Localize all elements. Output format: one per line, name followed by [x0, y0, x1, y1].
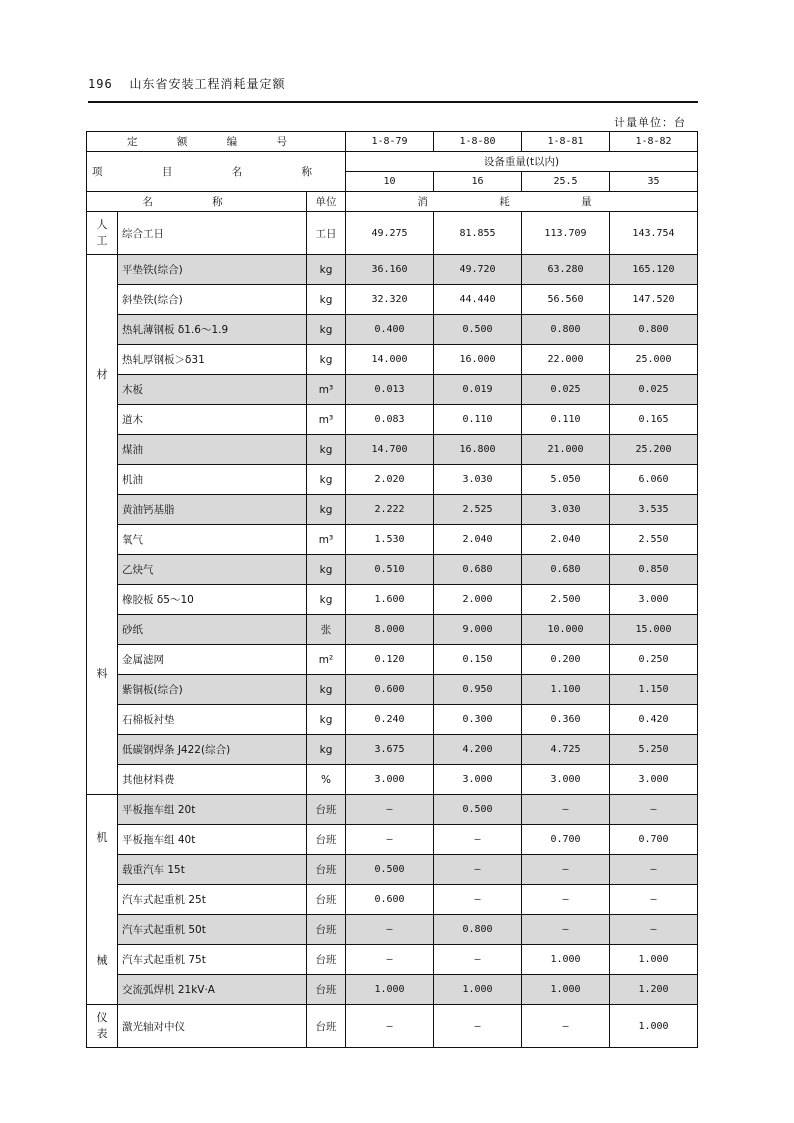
item-value: 6.060	[610, 465, 698, 495]
item-value: 2.020	[346, 465, 434, 495]
table-row	[87, 705, 698, 735]
item-value: —	[610, 915, 698, 945]
quota-code: 1-8-80	[434, 132, 522, 152]
item-value: —	[434, 825, 522, 855]
item-value: 0.680	[522, 555, 610, 585]
table-row	[87, 375, 698, 405]
table-row	[87, 855, 698, 885]
item-unit: 台班	[307, 945, 346, 975]
project-label: 项 目 名 称	[87, 152, 346, 192]
item-value: 22.000	[522, 345, 610, 375]
item-value: —	[434, 945, 522, 975]
item-value: 3.030	[434, 465, 522, 495]
item-name: 平垫铁(综合)	[118, 255, 307, 285]
group-label	[87, 795, 118, 1005]
item-value: 5.250	[610, 735, 698, 765]
item-name: 紫铜板(综合)	[118, 675, 307, 705]
table-row	[87, 495, 698, 525]
item-value: 113.709	[522, 212, 610, 255]
item-value: 0.150	[434, 645, 522, 675]
item-unit: m²	[307, 645, 346, 675]
item-unit: 台班	[307, 975, 346, 1005]
item-unit: 台班	[307, 855, 346, 885]
item-name: 其他材料费	[118, 765, 307, 795]
item-name: 砂纸	[118, 615, 307, 645]
item-unit: 台班	[307, 1005, 346, 1048]
group-label-char: 人	[96, 217, 108, 231]
item-value: 0.300	[434, 705, 522, 735]
item-value: 1.200	[610, 975, 698, 1005]
item-value: 5.050	[522, 465, 610, 495]
table-row	[87, 285, 698, 315]
item-name: 石棉板衬垫	[118, 705, 307, 735]
item-unit: 工日	[307, 212, 346, 255]
item-value: 3.535	[610, 495, 698, 525]
item-unit: kg	[307, 285, 346, 315]
item-value: 2.040	[434, 525, 522, 555]
item-name: 汽车式起重机 50t	[118, 915, 307, 945]
quota-table	[86, 131, 698, 1048]
item-name: 煤油	[118, 435, 307, 465]
item-name: 橡胶板 δ5～10	[118, 585, 307, 615]
item-value: 8.000	[346, 615, 434, 645]
item-unit: kg	[307, 315, 346, 345]
item-value: 2.040	[522, 525, 610, 555]
table-row	[87, 525, 698, 555]
item-value: 0.800	[522, 315, 610, 345]
quota-code: 1-8-81	[522, 132, 610, 152]
item-value: 1.000	[434, 975, 522, 1005]
item-name: 机油	[118, 465, 307, 495]
item-value: —	[346, 795, 434, 825]
item-value: 1.000	[346, 975, 434, 1005]
item-value: 3.000	[434, 765, 522, 795]
item-unit: kg	[307, 435, 346, 465]
item-value: —	[610, 855, 698, 885]
weight-value: 16	[434, 172, 522, 192]
item-unit: kg	[307, 585, 346, 615]
group-label-char: 工	[96, 234, 108, 247]
item-value: 0.025	[522, 375, 610, 405]
table-row	[87, 885, 698, 915]
item-value: 3.000	[610, 765, 698, 795]
item-unit: 张	[307, 615, 346, 645]
item-value: 0.110	[522, 405, 610, 435]
item-name: 金属滤网	[118, 645, 307, 675]
header-rule	[88, 101, 698, 103]
item-value: 0.600	[346, 675, 434, 705]
item-value: 0.700	[522, 825, 610, 855]
item-unit: kg	[307, 705, 346, 735]
item-value: 0.500	[434, 795, 522, 825]
group-label-char: 材	[96, 367, 108, 381]
table-row	[87, 405, 698, 435]
item-value: 44.440	[434, 285, 522, 315]
name-column-header: 名 称	[87, 192, 307, 212]
item-name: 乙炔气	[118, 555, 307, 585]
group-label-char: 仪	[96, 1010, 108, 1024]
item-value: 0.680	[434, 555, 522, 585]
quota-label: 定 额 编 号	[87, 132, 346, 152]
item-value: 16.000	[434, 345, 522, 375]
item-name: 载重汽车 15t	[118, 855, 307, 885]
item-value: 56.560	[522, 285, 610, 315]
item-value: 0.240	[346, 705, 434, 735]
item-value: —	[346, 945, 434, 975]
item-value: —	[346, 1005, 434, 1048]
item-value: 0.019	[434, 375, 522, 405]
item-value: 4.200	[434, 735, 522, 765]
item-name: 斜垫铁(综合)	[118, 285, 307, 315]
item-value: 25.200	[610, 435, 698, 465]
item-value: 3.000	[346, 765, 434, 795]
weight-value: 35	[610, 172, 698, 192]
table-row	[87, 735, 698, 765]
item-value: 0.800	[434, 915, 522, 945]
table-row	[87, 555, 698, 585]
item-value: 0.360	[522, 705, 610, 735]
item-unit: %	[307, 765, 346, 795]
item-value: 3.000	[610, 585, 698, 615]
table-row	[87, 975, 698, 1005]
item-value: 16.800	[434, 435, 522, 465]
item-value: 25.000	[610, 345, 698, 375]
weight-value: 25.5	[522, 172, 610, 192]
item-value: 1.600	[346, 585, 434, 615]
item-value: 0.500	[434, 315, 522, 345]
item-value: 21.000	[522, 435, 610, 465]
item-value: 9.000	[434, 615, 522, 645]
item-value: 0.400	[346, 315, 434, 345]
table-row	[87, 315, 698, 345]
item-name: 激光轴对中仪	[118, 1005, 307, 1048]
item-value: 36.160	[346, 255, 434, 285]
item-value: 1.000	[610, 945, 698, 975]
item-unit: kg	[307, 345, 346, 375]
weight-value: 10	[346, 172, 434, 192]
item-value: 0.250	[610, 645, 698, 675]
item-value: 0.420	[610, 705, 698, 735]
item-value: 49.720	[434, 255, 522, 285]
item-value: 14.700	[346, 435, 434, 465]
item-unit: 台班	[307, 825, 346, 855]
group-label	[87, 1005, 118, 1048]
unit-note: 计量单位：台	[614, 116, 686, 129]
group-label	[87, 255, 118, 795]
item-name: 木板	[118, 375, 307, 405]
item-unit: m³	[307, 405, 346, 435]
item-value: 63.280	[522, 255, 610, 285]
item-value: 2.500	[522, 585, 610, 615]
item-value: 14.000	[346, 345, 434, 375]
item-value: —	[522, 855, 610, 885]
page-header	[88, 75, 698, 100]
item-value: 0.110	[434, 405, 522, 435]
group-label-char: 表	[96, 1027, 108, 1040]
item-name: 道木	[118, 405, 307, 435]
item-value: 0.500	[346, 855, 434, 885]
item-name: 热轧薄钢板 δ1.6～1.9	[118, 315, 307, 345]
item-value: 4.725	[522, 735, 610, 765]
table-row	[87, 255, 698, 285]
item-value: 0.083	[346, 405, 434, 435]
item-value: 0.950	[434, 675, 522, 705]
item-unit: kg	[307, 555, 346, 585]
item-name: 综合工日	[118, 212, 307, 255]
table-row	[87, 675, 698, 705]
unit-column-header: 单位	[307, 192, 346, 212]
item-value: 2.550	[610, 525, 698, 555]
weight-label: 设备重量(t以内)	[346, 152, 698, 172]
item-value: 3.030	[522, 495, 610, 525]
column-header-row	[87, 192, 698, 212]
book-title: 山东省安装工程消耗量定额	[129, 77, 286, 91]
quota-code: 1-8-82	[610, 132, 698, 152]
item-value: —	[346, 915, 434, 945]
item-value: —	[434, 1005, 522, 1048]
item-value: —	[522, 795, 610, 825]
item-value: 1.000	[610, 1005, 698, 1048]
item-value: 143.754	[610, 212, 698, 255]
item-value: —	[434, 885, 522, 915]
group-label-char: 机	[96, 830, 108, 844]
item-unit: 台班	[307, 795, 346, 825]
item-value: 0.510	[346, 555, 434, 585]
item-value: —	[522, 915, 610, 945]
table-row	[87, 615, 698, 645]
item-value: 15.000	[610, 615, 698, 645]
item-name: 低碳钢焊条 J422(综合)	[118, 735, 307, 765]
item-value: 0.165	[610, 405, 698, 435]
item-name: 氧气	[118, 525, 307, 555]
item-unit: kg	[307, 465, 346, 495]
item-value: 2.222	[346, 495, 434, 525]
item-value: —	[346, 825, 434, 855]
item-unit: 台班	[307, 885, 346, 915]
item-unit: m³	[307, 525, 346, 555]
item-value: 1.000	[522, 945, 610, 975]
weight-label-row	[87, 152, 698, 172]
item-value: 1.000	[522, 975, 610, 1005]
item-value: 0.200	[522, 645, 610, 675]
item-value: 2.000	[434, 585, 522, 615]
item-value: 0.700	[610, 825, 698, 855]
item-value: 1.530	[346, 525, 434, 555]
item-value: 1.100	[522, 675, 610, 705]
table-row	[87, 795, 698, 825]
group-label-char: 械	[96, 954, 108, 967]
page-number: 196	[88, 77, 113, 91]
item-value: 10.000	[522, 615, 610, 645]
item-name: 交流弧焊机 21kV·A	[118, 975, 307, 1005]
quota-code: 1-8-79	[346, 132, 434, 152]
item-value: 2.525	[434, 495, 522, 525]
item-name: 黄油钙基脂	[118, 495, 307, 525]
item-value: 0.025	[610, 375, 698, 405]
item-value: 3.000	[522, 765, 610, 795]
table-row	[87, 1005, 698, 1048]
table-row	[87, 915, 698, 945]
item-value: 0.013	[346, 375, 434, 405]
table-row	[87, 212, 698, 255]
item-unit: 台班	[307, 915, 346, 945]
group-label-char: 料	[96, 667, 108, 680]
item-name: 平板拖车组 40t	[118, 825, 307, 855]
item-name: 热轧厚钢板＞δ31	[118, 345, 307, 375]
table-row	[87, 465, 698, 495]
item-unit: m³	[307, 375, 346, 405]
item-value: —	[522, 1005, 610, 1048]
table-row	[87, 825, 698, 855]
group-label	[87, 212, 118, 255]
item-value: 165.120	[610, 255, 698, 285]
item-value: 3.675	[346, 735, 434, 765]
table-row	[87, 765, 698, 795]
item-value: —	[522, 885, 610, 915]
item-value: 49.275	[346, 212, 434, 255]
item-unit: kg	[307, 255, 346, 285]
item-value: 0.600	[346, 885, 434, 915]
item-value: —	[434, 855, 522, 885]
item-unit: kg	[307, 735, 346, 765]
quota-code-row	[87, 132, 698, 152]
item-name: 平板拖车组 20t	[118, 795, 307, 825]
item-value: 81.855	[434, 212, 522, 255]
item-value: 0.800	[610, 315, 698, 345]
item-value: 32.320	[346, 285, 434, 315]
item-value: 1.150	[610, 675, 698, 705]
item-name: 汽车式起重机 75t	[118, 945, 307, 975]
consumption-column-header: 消 耗 量	[346, 192, 698, 212]
item-unit: kg	[307, 675, 346, 705]
table-row	[87, 345, 698, 375]
item-value: 147.520	[610, 285, 698, 315]
item-name: 汽车式起重机 25t	[118, 885, 307, 915]
item-value: 0.850	[610, 555, 698, 585]
table-row	[87, 945, 698, 975]
item-value: 0.120	[346, 645, 434, 675]
table-row	[87, 645, 698, 675]
item-value: —	[610, 795, 698, 825]
table-row	[87, 435, 698, 465]
item-unit: kg	[307, 495, 346, 525]
table-row	[87, 585, 698, 615]
item-value: —	[610, 885, 698, 915]
